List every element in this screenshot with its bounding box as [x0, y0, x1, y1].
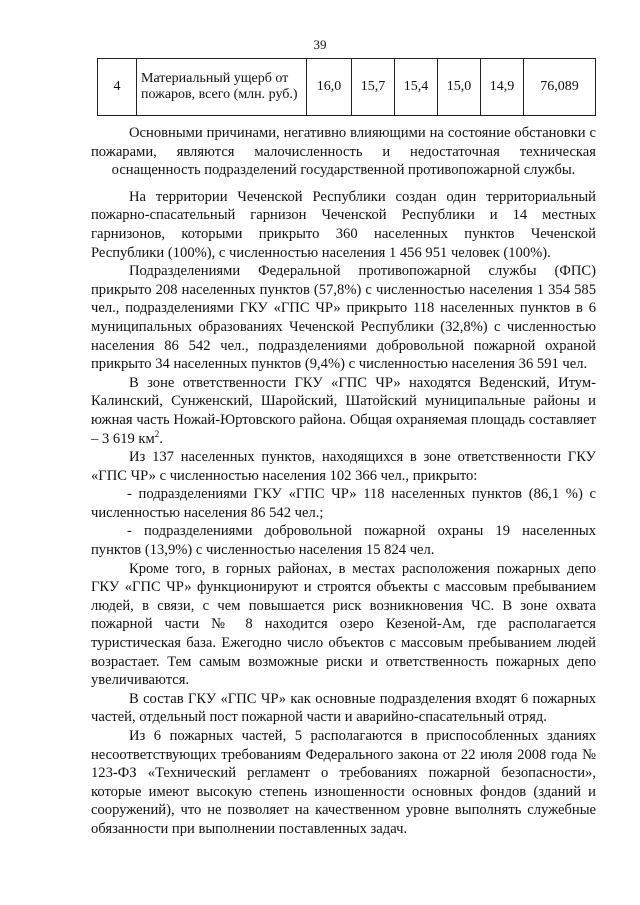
zone-text-end: .: [159, 430, 163, 447]
summary-table: [97, 58, 596, 116]
paragraph-buildings: Из 6 пожарных частей, 5 располагаются в приспособленных зданиях несоответствующих требованиям Федерального закона от 22 июля 2008 года № 123-ФЗ «Технический регламент о требованиях пожарной безопасности», которые имеют высокую степень изношенности основных фондов (зданий и сооружений), что не позволяет на качественном уровне выполнять служебные обязанности при выполнении поставленных задач.: [91, 728, 596, 837]
area-superscript: 2: [154, 428, 160, 439]
paragraph-composition: В состав ГКУ «ГПС ЧР» как основные подразделения входят 6 пожарных частей, отдельный пост пожарной части и аварийно-спасательный отряд.: [91, 690, 596, 726]
row-label-cell: Материальный ущерб от пожаров, всего (млн. руб.): [137, 59, 307, 116]
document-body: [91, 124, 596, 839]
value-cell: 15,7: [352, 59, 395, 116]
value-cell: 15,0: [438, 59, 481, 116]
paragraph-mountain-areas: Кроме того, в горных районах, в местах расположения пожарных депо ГКУ «ГПС ЧР» функционируют и строятся объекты с массовым пребыванием людей, в связи, с чем повышается риск возникновения ЧС. В зоне охвата пожарной части № 8 находится озеро Кезеной-Ам, где располагается туристическая база. Ежегодно число объектов с массовым пребыванием людей возрастает. Тем самым возможные риски и ответственность пожарных депо увеличиваются.: [91, 560, 596, 689]
paragraph-fps-coverage: Подразделениями Федеральной противопожарной службы (ФПС) прикрыто 208 населенных пунктов (57,8%) с численностью населения 1 354 585 чел., подразделениями ГКУ «ГПС ЧР» прикрыто 118 населенных пунктов в 6 муниципальных образованиях Чеченской Республики (32,8%) с численностью населения 86 542 чел., подразделениями добровольной пожарной охраной прикрыто 34 населенных пунктов (9,4%) с численностью населения 36 591 чел.: [91, 263, 596, 373]
zone-text: В зоне ответственности ГКУ «ГПС ЧР» находятся Веденский, Итум-Калинский, Сунженский, Шаройский, Шатойский муниципальные районы и южная часть Ножай-Юртовского района. Общая охраняемая площадь составляет – 3 619 км: [91, 374, 596, 447]
paragraph-responsibility-zone: [91, 374, 596, 448]
value-cell: 16,0: [307, 59, 352, 116]
value-cell: 15,4: [395, 59, 438, 116]
paragraph-settlements: Из 137 населенных пунктов, находящихся в зоне ответственности ГКУ «ГПС ЧР» с численностью населения 102 366 чел., прикрыто:: [91, 449, 596, 484]
list-item: - подразделениями добровольной пожарной охраны 19 населенных пунктов (13,9%) с численностью населения 15 824 чел.: [91, 523, 596, 559]
row-number-cell: 4: [98, 59, 137, 116]
value-cell: 76,089: [524, 59, 596, 116]
paragraph-garrisons: На территории Чеченской Республики создан один территориальный пожарно-спасательный гарнизон Чеченской Республики и 14 местных гарнизонов, которыми прикрыто 360 населенных пунктов Чеченской Республики (100%), с численностью населения 1 456 951 человек (100%).: [91, 188, 596, 261]
table-row: [98, 59, 596, 116]
page-number: 39: [313, 37, 327, 52]
paragraph-causes: Основными причинами, негативно влияющими на состояние обстановки с пожарами, являются малочисленность и недостаточная техническая оснащенность подразделений государственной противопожарной службы.: [91, 125, 596, 179]
list-item: - подразделениями ГКУ «ГПС ЧР» 118 населенных пунктов (86,1 %) с численностью населения 86 542 чел.;: [91, 486, 596, 521]
value-cell: 14,9: [481, 59, 524, 116]
